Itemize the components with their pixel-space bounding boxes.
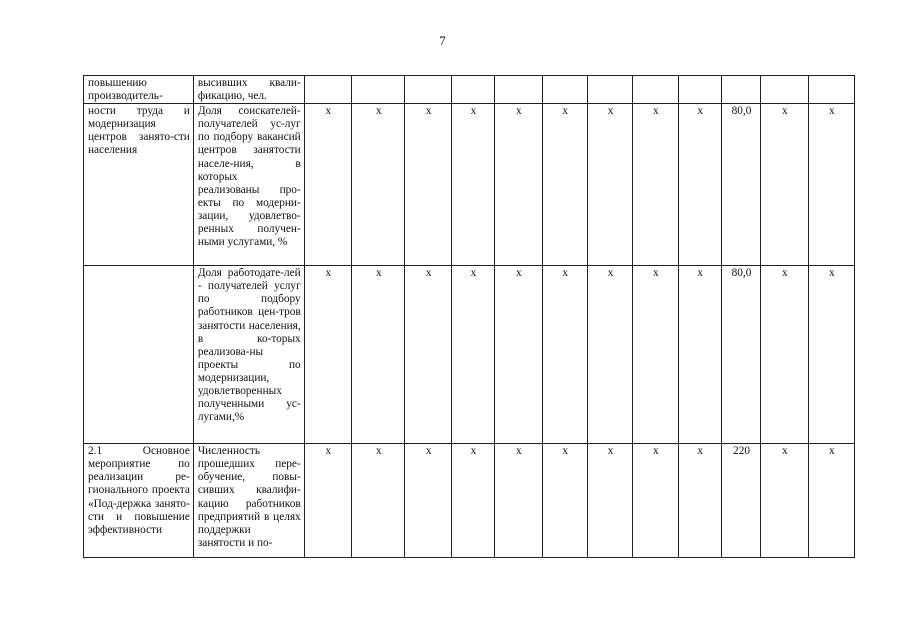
value-cell: x [451,266,494,444]
value-cell: x [405,444,451,558]
value-cell: x [587,444,632,558]
indicator-cell: Численность прошедших пере-обучение, повы-сивших квалифи-кацию работников предприятий в целях поддержки занятости и по- [193,444,304,558]
value-cell [405,76,451,104]
value-cell: 220 [721,444,760,558]
value-cell [542,76,587,104]
value-cell [587,76,632,104]
value-cell: 80,0 [721,266,760,444]
value-cell: x [587,104,632,266]
value-cell: x [495,444,542,558]
value-cell: x [678,104,721,266]
value-cell: x [542,104,587,266]
value-cell: x [761,266,808,444]
value-cell: x [542,444,587,558]
value-cell: x [451,444,494,558]
value-cell: x [304,444,351,558]
event-cell [84,266,194,444]
table-row [84,266,855,444]
indicators-table [83,75,855,558]
value-cell [678,76,721,104]
value-cell: x [761,444,808,558]
table-row [84,104,855,266]
value-cell: x [495,266,542,444]
value-cell: x [405,266,451,444]
value-cell: x [678,266,721,444]
value-cell: x [808,444,854,558]
value-cell [808,76,854,104]
value-cell: x [352,444,405,558]
indicator-cell: Доля работодате-лей - получателей услуг по подбору работников цен-тров занятости населения, в ко-торых реализова-ны проекты по модернизации, удовлетворенных полученными ус-лугами,% [193,266,304,444]
table-row [84,444,855,558]
value-cell: x [352,104,405,266]
value-cell [451,76,494,104]
event-cell: повышению производитель- [84,76,194,104]
value-cell: x [633,104,678,266]
value-cell: x [587,266,632,444]
table-row [84,76,855,104]
value-cell: x [352,266,405,444]
value-cell: x [808,104,854,266]
value-cell [761,76,808,104]
page-number: 7 [439,33,446,48]
value-cell [352,76,405,104]
value-cell [721,76,760,104]
value-cell: x [451,104,494,266]
value-cell: x [405,104,451,266]
value-cell: x [633,266,678,444]
value-cell [633,76,678,104]
value-cell: x [761,104,808,266]
indicator-cell: высивших квали-фикацию, чел. [193,76,304,104]
event-cell: ности труда и модернизация центров занято-сти населения [84,104,194,266]
value-cell: x [495,104,542,266]
value-cell: x [678,444,721,558]
value-cell [304,76,351,104]
value-cell: 80,0 [721,104,760,266]
event-cell: 2.1 Основное мероприятие по реализации ре-гионального проекта «Под-держка занято-сти и повышение эффективности [84,444,194,558]
value-cell [495,76,542,104]
value-cell: x [633,444,678,558]
indicator-cell: Доля соискателей- получателей ус-луг по подбору вакансий центров занятости населе-ния, в которых реализованы про-екты по модерни-зации, удовлетво-ренных получен-ными услугами, % [193,104,304,266]
value-cell: x [304,266,351,444]
value-cell: x [542,266,587,444]
value-cell: x [304,104,351,266]
value-cell: x [808,266,854,444]
